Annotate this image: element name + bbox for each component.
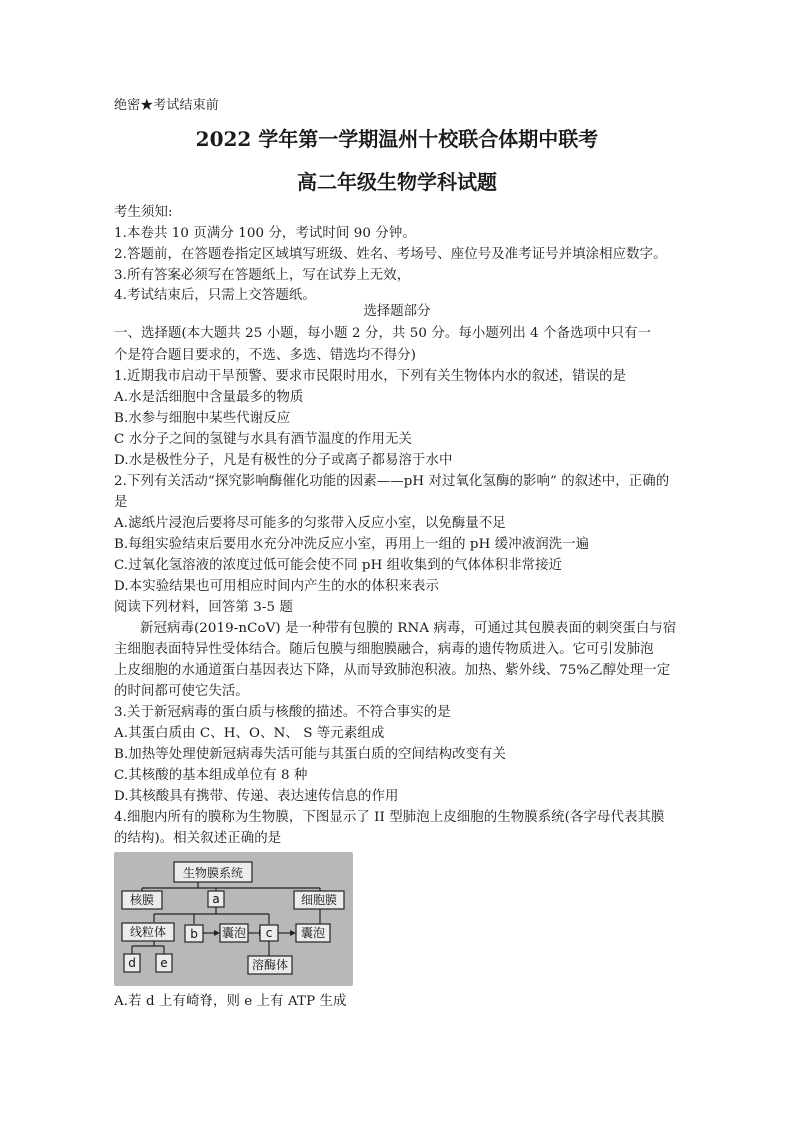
exam-title: 2022 学年第一学期温州十校联合体期中联考: [195, 127, 599, 151]
mitochondria-label: 线粒体: [129, 925, 167, 939]
label-b: b: [190, 927, 198, 941]
notice-item: 1.本卷共 10 页满分 100 分，考试时间 90 分钟。: [114, 226, 416, 241]
label-c: c: [265, 926, 273, 940]
label-d: d: [128, 956, 136, 970]
q3-option-b: B.加热等处理使新冠病毒失活可能与其蛋白质的空间结构改变有关: [114, 747, 507, 762]
nuclear-membrane-label: 核膜: [129, 893, 155, 907]
q1-option-c: C 水分子之间的氢键与水具有酒节温度的作用无关: [114, 432, 413, 447]
question-2-stem-cont: 是: [114, 495, 128, 510]
notice-item: 3.所有答案必须写在答题纸上，写在试券上无效，: [114, 268, 411, 283]
notice-item: 4.考试结束后，只需上交答题纸。: [114, 288, 316, 303]
label-a: a: [212, 892, 220, 906]
reading-paragraph-line: 上皮细胞的水通道蛋白基因表达下降，从而导致肺泡积液。加热、紫外线、75%乙醇处理一定: [114, 663, 671, 678]
question-4-stem-cont: 的结构)。相关叙述正确的是: [114, 831, 282, 846]
cell-membrane-label: 细胞膜: [300, 893, 338, 907]
section-intro: 一、选择题(本大题共 25 小题，每小题 2 分，共 50 分。每小题列出 4 个备选项中只有一: [114, 326, 652, 341]
diagram-svg: [114, 852, 353, 986]
vesicle-label: 囊泡: [300, 926, 326, 940]
reading-paragraph-line: 新冠病毒(2019-nCoV) 是一种带有包膜的 RNA 病毒，可通过其包膜表面的刺突蛋白与宿: [140, 621, 677, 636]
q2-option-d: D.本实验结果也可用相应时间内产生的水的体积来表示: [114, 579, 439, 594]
q1-option-a: A.水是活细胞中含量最多的物质: [114, 390, 304, 405]
notice-heading: 考生须知:: [114, 205, 173, 220]
q3-option-c: C.其核酸的基本组成单位有 8 种: [114, 768, 308, 783]
diagram-root-label: 生物膜系统: [182, 866, 244, 880]
q3-option-a: A.其蛋白质由 C、H、O、N、 S 等元素组成: [114, 726, 385, 741]
question-3-stem: 3.关于新冠病毒的蛋白质与核酸的描述。不符合事实的是: [114, 705, 451, 720]
q1-option-b: B.水参与细胞中某些代谢反应: [114, 411, 291, 426]
confidential-label: 绝密★考试结束前: [114, 98, 219, 113]
q4-option-a: A.若 d 上有崎脊，则 e 上有 ATP 生成: [114, 994, 347, 1009]
reading-paragraph-line: 主细胞表面特异性受体结合。随后包膜与细胞膜融合，病毒的遗传物质进入。它可引发肺泡: [114, 642, 654, 657]
question-4-stem: 4.细胞内所有的膜称为生物膜，下图显示了 II 型肺泡上皮细胞的生物膜系统(各字母代表其膜: [114, 810, 665, 825]
lysosome-label: 溶酶体: [251, 958, 289, 972]
q3-option-d: D.其核酸具有携带、传递、表达速传信息的作用: [114, 789, 399, 804]
section-intro-cont: 个是符合题目要求的，不选、多选、错选均不得分): [114, 348, 417, 363]
question-1-stem: 1.近期我市启动干旱预警、要求市民限时用水，下列有关生物体内水的叙述，错误的是: [114, 369, 627, 384]
q2-option-c: C.过氧化氢溶液的浓度过低可能会使不同 pH 组收集到的气体体积非常接近: [114, 558, 563, 573]
q2-option-b: B.每组实验结束后要用水充分冲洗反应小室，再用上一组的 pH 缓冲液润洗一遍: [114, 537, 590, 552]
section-title: 选择题部分: [363, 304, 431, 319]
vesicle-label: 囊泡: [221, 926, 247, 940]
reading-intro: 阅读下列材料，回答第 3-5 题: [114, 600, 293, 615]
question-2-stem: 2.下列有关活动“探究影响酶催化功能的因素——pH 对过氧化氢酶的影响” 的叙述中，正确的: [114, 474, 670, 489]
reading-paragraph-line: 的时间都可使它失活。: [114, 684, 249, 699]
label-e: e: [160, 956, 168, 970]
q1-option-d: D.水是极性分子，凡是有极性的分子或离子都易溶于水中: [114, 453, 453, 468]
notice-item: 2.答题前，在答题卷指定区域填写班级、姓名、考场号、座位号及准考证号并填涂相应数字。: [114, 247, 667, 262]
exam-subtitle: 高二年级生物学科试题: [297, 170, 497, 194]
q2-option-a: A.滤纸片浸泡后要将尽可能多的匀浆带入反应小室，以免酶量不足: [114, 516, 506, 531]
membrane-system-diagram: [114, 852, 353, 986]
